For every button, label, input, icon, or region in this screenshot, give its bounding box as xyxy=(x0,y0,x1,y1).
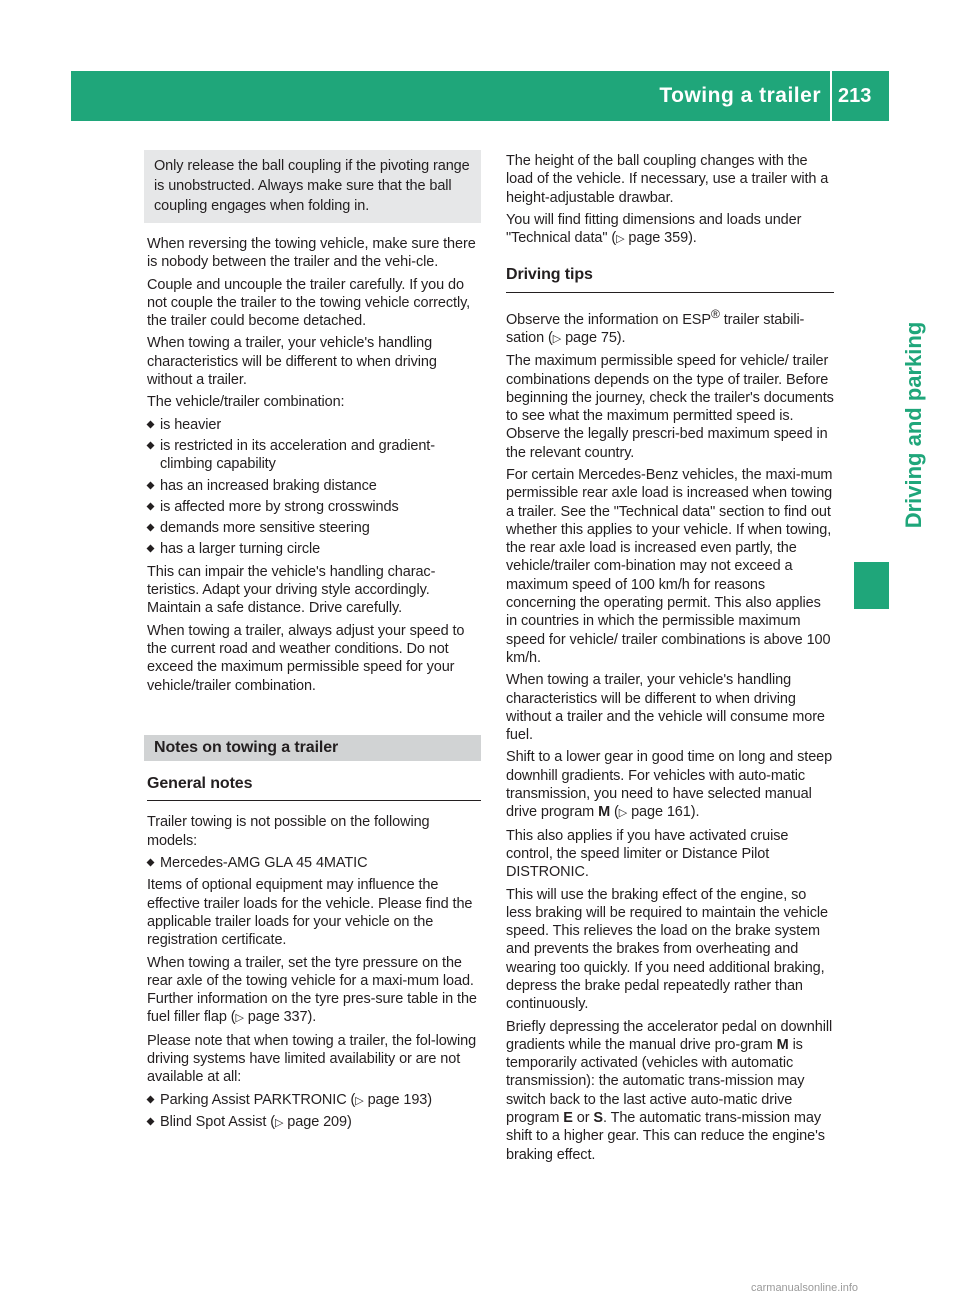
paragraph: For certain Mercedes-Benz vehicles, the maxi-mum permissible rear axle load is increased when towing a trailer. See the "Technical data" section to find out whether this applies to your vehicle. If when towing, the rear axle load is increased even partly, the vehicle/trailer com-bination may not exceed a maximum speed of 100 km/h for reasons concerning the operating permit. This also applies in countries in which the permissible maximum speed for vehicle/ trailer combinations is above 100 km/h. xyxy=(506,466,833,666)
paragraph: Couple and uncouple the trailer carefully. If you do not couple the trailer to the towing vehicle correctly, the trailer could become detached. xyxy=(147,276,471,330)
section-heading: Notes on towing a trailer xyxy=(144,735,481,761)
paragraph: When towing a trailer, your vehicle's handling characteristics will be different to when driving without a trailer and the vehicle will consume more fuel. xyxy=(506,672,825,744)
paragraph: When reversing the towing vehicle, make sure there is nobody between the trailer and the vehi-cle. xyxy=(147,236,476,271)
page-ref-link[interactable]: page 75). xyxy=(565,329,626,346)
page-ref-link[interactable]: page 209) xyxy=(287,1113,352,1130)
page-ref-arrow-icon: ▷ xyxy=(235,1012,244,1025)
page-ref-link[interactable]: page 193) xyxy=(367,1091,432,1108)
page-ref-arrow-icon: ▷ xyxy=(274,1116,284,1129)
paragraph: Trailer towing is not possible on the following models: xyxy=(147,814,430,849)
list-item: has a larger turning circle xyxy=(147,540,481,558)
paragraph: This can impair the vehicle's handling charac-teristics. Adapt your driving style accordingly. Maintain a safe distance. Drive carefully. xyxy=(147,563,436,617)
list-item: is restricted in its acceleration and gradient-climbing capability xyxy=(147,437,481,474)
paragraph: You will find fitting dimensions and loads under "Technical data" (▷ page 359). xyxy=(506,211,802,247)
paragraph: Please note that when towing a trailer, the fol-lowing driving systems have limited availability or are not available at all: xyxy=(147,1032,477,1086)
right-column xyxy=(506,152,834,1168)
paragraph: When towing a trailer, set the tyre pressure on the rear axle of the towing vehicle for a maxi-mum load. Further information on the tyre pres-sure table in the fuel filler flap (▷ page 337). xyxy=(147,954,477,1026)
watermark: carmanualsonline.info xyxy=(751,1282,859,1294)
paragraph: The maximum permissible speed for vehicle/ trailer combinations depends on the type of trailer. Before beginning the journey, check the trailer's documents to see what the maximum permitted speed is. Observe the legally prescri-bed maximum speed in the relevant country. xyxy=(506,353,834,461)
page-ref-link[interactable]: page 161). xyxy=(631,804,700,821)
page-ref-arrow-icon: ▷ xyxy=(616,233,625,246)
page-ref-arrow-icon: ▷ xyxy=(355,1094,364,1107)
page-ref-arrow-icon: ▷ xyxy=(552,332,562,345)
paragraph: The vehicle/trailer combination: xyxy=(147,394,345,411)
list-item: is heavier xyxy=(147,416,481,434)
list-item: demands more sensitive steering xyxy=(147,519,481,537)
list-item: Blind Spot Assist (▷ page 209) xyxy=(147,1113,481,1132)
page-ref-arrow-icon: ▷ xyxy=(618,807,628,820)
left-column xyxy=(147,150,481,1136)
bullet-list xyxy=(147,416,481,559)
list-item: is affected more by strong crosswinds xyxy=(147,498,481,516)
subsection-heading: Driving tips xyxy=(506,266,834,292)
paragraph: The height of the ball coupling changes with the load of the vehicle. If necessary, use a trailer with a height-adjustable drawbar. xyxy=(506,153,829,206)
side-tab-marker xyxy=(854,562,889,609)
paragraph: Observe the information on ESP® trailer stabili-sation (▷ page 75). xyxy=(506,306,805,346)
warning-box: Only release the ball coupling if the pivoting range is unobstructed. Always make sure that the ball coupling engages when folding in. xyxy=(144,150,481,223)
list-item: has an increased braking distance xyxy=(147,477,481,495)
paragraph: When towing a trailer, your vehicle's handling characteristics will be different to when driving without a trailer. xyxy=(147,335,437,389)
paragraph: This also applies if you have activated cruise control, the speed limiter or Distance Pilot DISTRONIC. xyxy=(506,827,789,881)
page-ref-link[interactable]: page 359). xyxy=(628,230,697,247)
list-item: Parking Assist PARKTRONIC (▷ page 193) xyxy=(147,1091,481,1110)
paragraph: This will use the braking effect of the engine, so less braking will be required to maintain the vehicle speed. This relieves the load on the brake system and prevents the brakes from overheating and wearing too quickly. If you need additional braking, depress the brake pedal repeatedly rather than continuously. xyxy=(506,886,828,1013)
subsection-heading: General notes xyxy=(147,775,481,801)
bullet-list xyxy=(147,1091,481,1133)
bullet-list xyxy=(147,854,481,872)
page-number: 213 xyxy=(838,85,872,107)
paragraph: Shift to a lower gear in good time on long and steep downhill gradients. For vehicles with auto-matic transmission, you need to have selected manual drive program M (▷ page 161). xyxy=(506,749,833,821)
list-item: Mercedes-AMG GLA 45 4MATIC xyxy=(147,854,481,872)
paragraph: Briefly depressing the accelerator pedal on downhill gradients while the manual drive pro-gram M is temporarily activated (vehicles with automatic transmission): the automatic trans-mission may switch back to the last active auto-matic drive program E or S. The automatic trans-mission may shift to a higher gear. This can reduce the engine's braking effect. xyxy=(506,1018,833,1163)
side-tab xyxy=(894,300,934,550)
page-ref-link[interactable]: page 337). xyxy=(247,1009,317,1026)
paragraph: When towing a trailer, always adjust your speed to the current road and weather conditions. Do not exceed the maximum permissible speed for your vehicle/trailer combination. xyxy=(147,622,465,694)
paragraph: Items of optional equipment may influence the effective trailer loads for the vehicle. Please find the applicable trailer loads for your vehicle on the registration certificate. xyxy=(147,877,473,949)
page-title: Towing a trailer xyxy=(659,84,821,107)
side-tab-label: Driving and parking xyxy=(901,321,926,529)
header-divider xyxy=(830,71,832,121)
